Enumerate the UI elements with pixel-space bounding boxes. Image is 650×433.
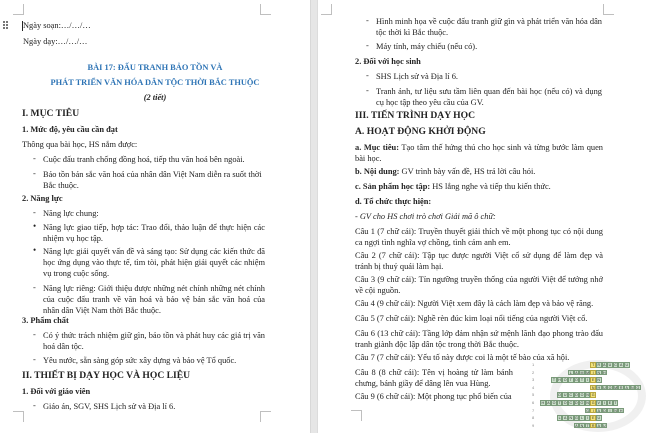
crossword-cell: L xyxy=(580,416,583,421)
question-item: Câu 5 (7 chữ cái): Nghề rèn đúc kim loại nổi tiếng của người Việt cổ. xyxy=(355,314,588,323)
product-label: c. Sản phẩm học tập: xyxy=(355,182,431,191)
crossword-key-cell: R xyxy=(591,423,595,428)
crossword-cell: G xyxy=(574,416,578,421)
crossword-row-number: 1 xyxy=(532,362,535,367)
section-heading-equipment: II. THIẾT BỊ DẠY HỌC VÀ HỌC LIỆU xyxy=(22,370,191,381)
document-page-left xyxy=(0,0,310,433)
crossword-cell: R xyxy=(597,363,601,367)
crossword-key-cell: E xyxy=(591,378,595,383)
section-heading-objectives: I. MỤC TIÊU xyxy=(22,108,80,119)
date-taught[interactable]: Ngày dạy:…/…/… xyxy=(23,37,88,46)
content-paragraph xyxy=(355,166,535,177)
crossword-cell: H xyxy=(603,370,606,375)
crossword-cell: H xyxy=(619,408,623,413)
subheading-student: 2. Đối với học sinh xyxy=(355,57,421,66)
crossword-row-number: 5 xyxy=(532,392,535,398)
crossword-cell: N xyxy=(569,416,573,421)
question-item: Câu 4 (9 chữ cái): Người Việt xem đây là cách làm đẹp và bảo vệ răng. xyxy=(355,299,594,308)
general-competency-label: Năng lực chung: xyxy=(43,209,99,218)
crossword-cell: U xyxy=(563,393,567,398)
margin-corner-mark xyxy=(260,411,271,422)
dash-bullet: - xyxy=(33,208,36,217)
crossword-cell: G xyxy=(636,385,640,390)
dash-bullet: - xyxy=(33,154,36,163)
crossword-cell: N xyxy=(586,401,589,405)
crossword-cell: D xyxy=(575,401,578,405)
question-item: Câu 2 (7 chữ cái): Tập tục được người Việt cổ sử dụng để làm đẹp và tránh bị thuỷ quái làm hại. xyxy=(355,251,603,271)
crossword-cell: I xyxy=(585,377,591,383)
crossword-cell: E xyxy=(608,401,612,405)
crossword-cell: I xyxy=(602,400,608,406)
dash-bullet: - xyxy=(366,16,369,25)
crossword-cell: H xyxy=(541,401,545,405)
crossword-row-number: 8 xyxy=(532,415,535,421)
crossword-cell: T xyxy=(614,401,617,405)
crossword-cell: U xyxy=(603,385,606,390)
crossword-cell: N xyxy=(586,393,589,398)
crossword-key-cell: T xyxy=(592,363,595,367)
subheading-teacher: 1. Đối với giáo viên xyxy=(22,387,91,396)
crossword-row-number: 3 xyxy=(532,377,535,383)
requirements-intro: Thông qua bài học, HS nắm được: xyxy=(22,140,138,149)
product-text: HS lắng nghe và tiếp thu kiến thức. xyxy=(430,182,551,191)
crossword-row xyxy=(568,370,607,376)
crossword-row xyxy=(574,423,608,429)
margin-corner-mark xyxy=(321,4,332,15)
crossword-cell: D xyxy=(575,393,578,398)
question-item: Câu 7 (7 chữ cái): Yếu tố này được coi là một tế bào của xã hội. xyxy=(355,353,570,362)
crossword-cell: N xyxy=(631,385,634,390)
crossword-row-number: 6 xyxy=(532,400,535,405)
crossword-cell: C xyxy=(569,393,573,398)
crossword-cell: O xyxy=(563,401,567,405)
crossword-cell: O xyxy=(580,401,584,405)
dash-bullet: - xyxy=(33,330,36,339)
crossword-key-cell: N xyxy=(591,385,595,390)
margin-corner-mark xyxy=(351,410,362,421)
paragraph-drag-handle-icon[interactable] xyxy=(3,21,9,29)
crossword-cell: H xyxy=(597,385,601,390)
document-page-right xyxy=(318,0,650,433)
question-item: Câu 3 (9 chữ cái): Tín ngưỡng truyền thống của người Việt để tưởng nhớ về cội nguồn. xyxy=(355,275,603,295)
crossword-row-number: 7 xyxy=(532,407,535,413)
crossword-cell: O xyxy=(608,385,612,390)
dash-bullet: - xyxy=(366,71,369,80)
subheading-qualities: 3. Phẩm chất xyxy=(22,316,69,325)
competency-item: Năng lực giải quyết vấn đề và sáng tạo: Sử dụng các kiến thức đã học ứng dụng vào thực tế, tìm tòi, phát hiện giải quyết các nhiệm vụ trong cuộc sống. xyxy=(43,247,265,278)
activity-heading-warmup: A. HOẠT ĐỘNG KHỞI ĐỘNG xyxy=(355,126,486,137)
crossword-cell: A xyxy=(597,408,600,413)
crossword-cell: A xyxy=(603,363,606,367)
question-item: Câu 8 (8 chữ cái): Tên vị hoàng tử làm bánh chưng, bánh giầy để dâng lên vua Hùng. xyxy=(355,368,513,388)
crossword-cell: C xyxy=(614,363,617,367)
crossword-cell: U xyxy=(597,416,601,421)
crossword-key-cell: G xyxy=(591,401,595,405)
crossword-row-number: 4 xyxy=(532,384,535,390)
crossword-cell: M xyxy=(586,370,590,375)
quality-item: Có ý thức trách nhiệm giữ gìn, bảo tồn và phát huy các giá trị văn hoá dân tộc. xyxy=(43,331,265,351)
margin-corner-mark xyxy=(13,4,24,15)
crossword-cell: H xyxy=(558,378,561,383)
specific-competency: Năng lực riêng: Giới thiệu được những nét chính những nét chính của cuộc đấu tranh về văn hoá và bảo vệ bản sắc văn hoá của nhân dân Việt Nam thời Bắc thuộc. xyxy=(43,284,265,315)
dash-bullet: - xyxy=(366,41,369,50)
crossword-cell: I xyxy=(585,415,591,421)
crossword-cell: A xyxy=(575,370,578,375)
crossword-cell: C xyxy=(569,401,573,405)
crossword-key-cell: I xyxy=(590,408,596,414)
game-intro: - GV cho HS chơi trò chơi Giải mã ô chữ: xyxy=(355,212,496,221)
crossword-row xyxy=(551,377,601,383)
crossword-cell: I xyxy=(607,408,613,414)
objective-label: a. Mục tiêu: xyxy=(355,143,399,152)
objective-text: Tạo tâm thế hứng thú cho học sinh và từng bước làm quen bài học. xyxy=(355,143,603,163)
dash-bullet: - xyxy=(33,401,36,410)
crossword-cell: A xyxy=(597,423,600,428)
question-item: Câu 1 (7 chữ cái): Truyền thuyết giải thích về một phong tục có nội dung ca ngợi tình nghĩa vợ chồng, tình cảm anh em. xyxy=(355,227,603,247)
question-item: Câu 6 (13 chữ cái): Tầng lớp đảm nhận sứ mệnh lãnh đạo phong trào đấu tranh giành độc lập dân tộc trong thời Bắc thuộc. xyxy=(355,329,603,349)
teacher-item: Hình minh họa về cuộc đấu tranh giữ gìn và phát triển văn hóa dân tộc thời kì Bắc thuộc. xyxy=(376,17,602,37)
crossword-cell: U xyxy=(603,423,606,428)
crossword-puzzle-image xyxy=(532,358,650,433)
dot-bullet: • xyxy=(33,221,37,231)
crossword-cell: M xyxy=(614,385,618,390)
question-item: Câu 9 (6 chữ cái): Một phong tục phổ biến của xyxy=(355,392,512,401)
dash-bullet: - xyxy=(366,86,369,95)
crossword-row xyxy=(590,385,640,391)
quality-item: Yêu nước, sẵn sàng góp sức xây dựng và bảo vệ Tổ quốc. xyxy=(43,356,237,365)
crossword-cell: V xyxy=(597,401,600,405)
student-item: SHS Lịch sử và Địa lí 6. xyxy=(376,72,459,81)
lesson-duration: (2 tiết) xyxy=(143,93,167,102)
crossword-key-cell: I xyxy=(590,370,596,376)
crossword-cell: A xyxy=(563,416,567,421)
crossword-cell: O xyxy=(580,393,584,398)
crossword-key-cell: E xyxy=(591,416,595,421)
margin-corner-mark xyxy=(260,4,271,15)
crossword-cell: G xyxy=(586,408,589,413)
crossword-row xyxy=(540,400,618,406)
crossword-row xyxy=(590,362,629,368)
crossword-key-cell: G xyxy=(591,393,595,398)
content-label: b. Nội dung: xyxy=(355,167,400,176)
content-text: GV trình bày vấn đề, HS trả lời câu hỏi. xyxy=(399,167,536,176)
student-item: Tranh ảnh, tư liệu sưu tầm liên quan đến bài học (nếu có) và dụng cụ học tập theo yêu cầu của GV. xyxy=(376,87,602,107)
crossword-cell: O xyxy=(563,378,567,383)
teacher-item: Máy tính, máy chiếu (nếu có). xyxy=(376,42,478,51)
crossword-cell: T xyxy=(558,401,561,405)
crossword-cell: N xyxy=(597,378,601,383)
dash-bullet: - xyxy=(33,169,36,178)
crossword-cell: N xyxy=(614,408,617,413)
crossword-cell: O xyxy=(552,401,556,405)
crossword-cell: O xyxy=(574,378,578,383)
crossword-cell: M xyxy=(580,370,584,375)
crossword-cell: A xyxy=(625,385,628,390)
crossword-cell: A xyxy=(575,423,578,428)
crossword-cell: D xyxy=(558,393,561,398)
crossword-cell: U xyxy=(625,363,629,367)
crossword-cell: T xyxy=(580,378,584,383)
margin-corner-mark xyxy=(603,4,614,15)
crossword-cell: T xyxy=(552,378,556,383)
objective-paragraph xyxy=(355,142,603,164)
crossword-cell: R xyxy=(619,385,623,390)
requirement-item: Cuộc đấu tranh chống đồng hoá, tiếp thu văn hoá bên ngoài. xyxy=(43,155,245,164)
crossword-cell: L xyxy=(558,416,561,421)
crossword-row xyxy=(557,392,596,398)
dash-bullet: - xyxy=(33,283,36,292)
margin-corner-mark xyxy=(13,411,24,422)
subheading-competencies: 2. Năng lực xyxy=(22,194,63,203)
lesson-title-line1: BÀI 17: ĐẤU TRANH BẢO TỒN VÀ xyxy=(87,63,223,72)
subheading-requirements: 1. Mức độ, yêu cầu cần đạt xyxy=(22,125,118,134)
teacher-item: Giáo án, SGV, SHS Lịch sử và Địa lí 6. xyxy=(43,402,176,411)
crossword-cell: A xyxy=(619,363,623,367)
crossword-cell: L xyxy=(569,370,572,375)
product-paragraph xyxy=(355,181,551,192)
page-gutter xyxy=(310,0,318,433)
crossword-row-number: 9 xyxy=(532,422,535,428)
crossword-row xyxy=(585,408,624,414)
crossword-cell: N xyxy=(580,423,584,428)
crossword-cell: A xyxy=(547,401,550,405)
section-heading-process: III. TIẾN TRÌNH DẠY HỌC xyxy=(355,110,476,121)
competency-item: Năng lực giao tiếp, hợp tác: Trao đổi, thảo luận để thực hiện các nhiệm vụ học tập. xyxy=(43,223,265,243)
lesson-title-line2: PHÁT TRIỂN VĂN HÓA DÂN TỘC THỜI BẮC THUỘC xyxy=(50,78,260,87)
crossword-cell: T xyxy=(569,378,572,383)
crossword-cell: D xyxy=(603,408,606,413)
crossword-cell: U xyxy=(608,363,612,367)
requirement-item: Bảo tồn bản sắc văn hoá của nhân dân Việt Nam diễn ra suốt thời Bắc thuộc. xyxy=(43,170,262,190)
crossword-cell: N xyxy=(597,370,601,375)
date-prepared[interactable]: Ngày soạn:…/…/… xyxy=(23,21,91,30)
dot-bullet: • xyxy=(33,245,37,255)
organization-label: d. Tổ chức thực hiện: xyxy=(355,197,432,206)
crossword-row xyxy=(557,415,602,421)
crossword-cell: T xyxy=(586,423,589,428)
crossword-row-number: 2 xyxy=(532,369,535,375)
dash-bullet: - xyxy=(33,355,36,364)
